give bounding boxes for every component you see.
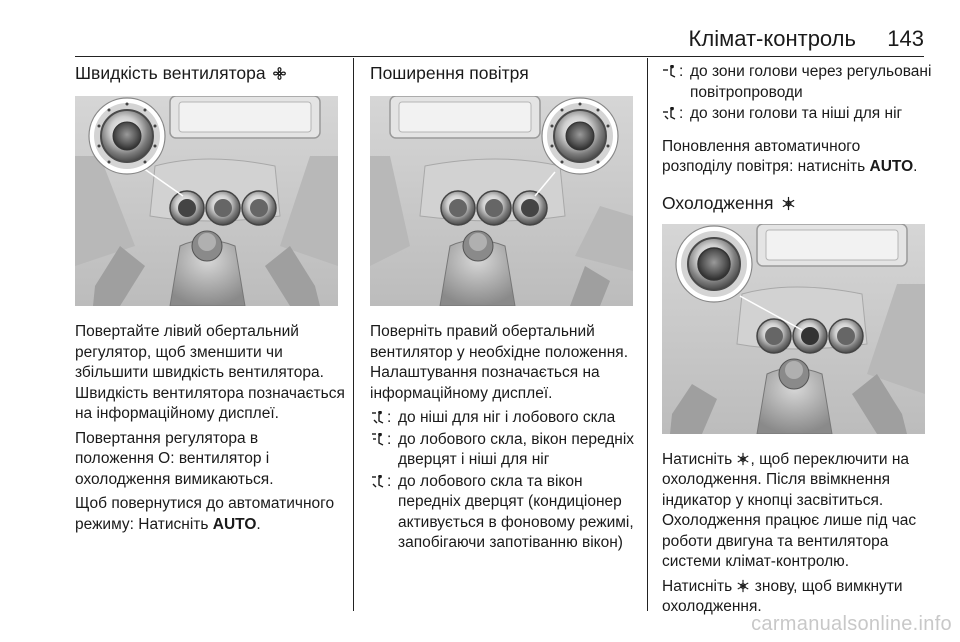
air-head-feet-icon: [662, 107, 678, 121]
section-heading: [75, 62, 345, 84]
cooling-button-illustration: [662, 224, 925, 434]
air-distribution-knob-illustration: [370, 96, 633, 306]
column-divider: [353, 58, 354, 611]
page-title: Клімат-контроль: [688, 26, 856, 51]
auto-paragraph: Щоб повернутися до автоматичного режиму: Натисніть AUTO.: [75, 495, 335, 533]
fan-icon: [272, 66, 287, 81]
snowflake-icon: [736, 452, 750, 466]
off-symbol: O: [158, 450, 171, 467]
fan-off-paragraph: Повертання регулятора в положення O: вентилятор і охолодження вимикаються.: [75, 429, 274, 488]
air-windscreen-front-door-feet-icon: [370, 433, 386, 447]
air-distribution-continued: [662, 62, 932, 622]
air-mode-item: : до лобового скла та вікон передніх дверцят (кондиціонер активується в фоновому режимі, запобігаючи запотіванню вікон): [370, 472, 640, 554]
page-header: [0, 0, 960, 58]
fan-speed-paragraph: Повертайте лівий обертальний регулятор, щоб зменшити чи збільшити швидкість вентилятора. Швидкість вентилятора позначається на інформаційному дисплеї.: [75, 323, 345, 422]
air-distribution-section: [370, 62, 640, 555]
fan-knob-illustration: [75, 96, 338, 306]
air-distribution-intro: Поверніть правий обертальний вентилятор у необхідне положення. Налаштування позначається на інформаційному дисплеї.: [370, 323, 628, 402]
section-heading: [662, 192, 932, 214]
air-mode-item: : до зони голови та ніші для ніг: [662, 104, 932, 125]
column-divider: [647, 58, 648, 611]
air-head-vents-icon: [662, 65, 678, 79]
cooling-paragraph: Натисніть , щоб переключити на охолодження. Після ввімкнення індикатор у кнопці засвітиться. Охолодження працює лише під час роботи двигуна та вентилятора системи клімат-контролю.: [662, 450, 917, 570]
restore-auto-paragraph: Поновлення автоматичного розподілу повітря: натисніть AUTO.: [662, 137, 918, 175]
cooling-off-paragraph: Натисніть знову, щоб вимкнути охолодження.: [662, 577, 903, 615]
watermark: carmanualsonline.info: [751, 613, 952, 635]
air-mode-item: : до ніші для ніг і лобового скла: [370, 408, 640, 429]
page-number: 143: [887, 26, 924, 51]
auto-label: AUTO: [869, 158, 914, 175]
air-mode-item: : до лобового скла, вікон передніх дверцят і ніші для ніг: [370, 430, 640, 471]
header-rule: [75, 56, 924, 57]
air-windscreen-front-door-icon: [370, 475, 386, 489]
air-distribution-heading: Поширення повітря: [370, 63, 529, 83]
auto-label: AUTO: [212, 515, 257, 533]
air-feet-windscreen-icon: [370, 411, 386, 425]
fan-speed-section: [75, 62, 345, 539]
air-mode-item: : до зони голови через регульовані повітропроводи: [662, 62, 932, 103]
snowflake-icon: [781, 196, 796, 211]
fan-speed-heading: Швидкість вентилятора: [75, 63, 266, 83]
cooling-heading: Охолодження: [662, 192, 774, 213]
snowflake-icon: [736, 579, 750, 593]
